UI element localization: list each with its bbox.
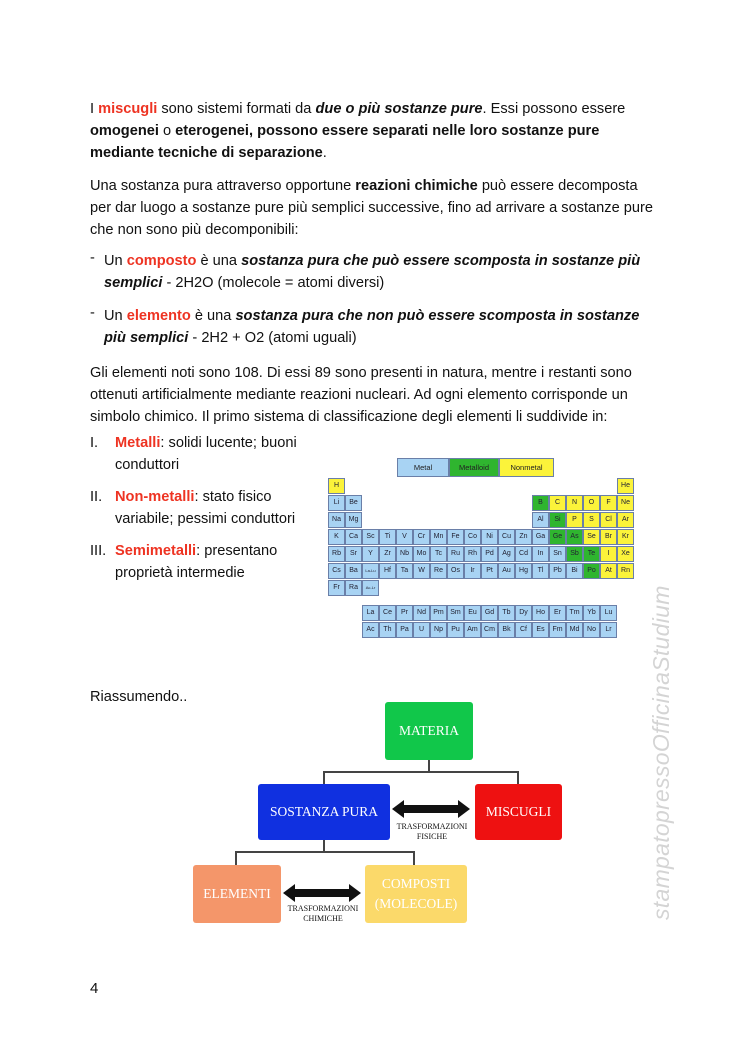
element-cell: B [532,495,549,511]
text: : stato fisico variabile; pessimi conduttori [115,489,296,527]
list-number: III. [90,543,107,559]
element-cell: Np [430,622,447,638]
connector-line [235,851,237,865]
element-cell: Hf [379,563,396,579]
list-body [115,432,325,476]
summary-label: Riassumendo.. [90,689,188,705]
term-miscugli: miscugli [98,101,158,117]
list-body [115,486,325,530]
node-composti: COMPOSTI (MOLECOLE) [365,865,467,923]
element-cell: S [583,512,600,528]
element-cell: Sc [362,529,379,545]
text: : presentano proprietà intermedie [115,543,278,581]
text: sono sistemi formati da [157,101,316,117]
connector-line [517,771,519,784]
element-cell: At [600,563,617,579]
element-cell: Mo [413,546,430,562]
element-cell: Rb [328,546,345,562]
element-cell: N [566,495,583,511]
arrow-label-chimiche: TRASFORMAZIONI CHIMICHE [287,904,359,923]
element-cell: Ir [464,563,481,579]
element-cell: Sr [345,546,362,562]
element-cell: Bi [566,563,583,579]
element-cell: Ce [379,605,396,621]
element-cell: Be [345,495,362,511]
element-cell: Lu [600,605,617,621]
element-cell: Po [583,563,600,579]
element-cell: Nb [396,546,413,562]
element-cell: Hg [515,563,532,579]
element-cell: W [413,563,430,579]
text: - 2H2O (molecole = atomi diversi) [162,275,385,291]
element-cell: Cu [498,529,515,545]
element-cell: Gd [481,605,498,621]
page-number: 4 [90,980,99,997]
element-cell: C [549,495,566,511]
element-cell: Co [464,529,481,545]
element-cell: O [583,495,600,511]
element-cell: Pa [396,622,413,638]
paragraph-elementi-noti: Gli elementi noti sono 108. Di essi 89 sono presenti in natura, mentre i restanti sono ottenuti artificialmente mediante reazioni nucleari. Ad ogni elemento corrisponde un simbolo chimico. Il primo sistema di classificazione degli elementi li suddivide in: [90,365,632,425]
element-cell: Sn [549,546,566,562]
element-cell: Rn [617,563,634,579]
element-cell: Sm [447,605,464,621]
element-cell: Fe [447,529,464,545]
term-reazioni-chimiche: reazioni chimiche [355,178,478,194]
element-cell: Th [379,622,396,638]
legend-metalloid [449,458,499,477]
term-non-metalli: Non-metalli [115,489,195,505]
text: Un [104,253,127,269]
connector-line [323,771,325,784]
emphasis: sostanza pura che non può essere scomposta in sostanze più semplici [104,308,640,346]
watermark: stampatopressoOfficinaStudium [648,585,674,920]
list-number: I. [90,435,99,451]
element-cell: Ta [396,563,413,579]
element-cell: Li [328,495,345,511]
element-cell: Kr [617,529,634,545]
element-cell: Xe [617,546,634,562]
element-cell: Mg [345,512,362,528]
term-elemento: elemento [126,308,191,324]
element-cell: Ra [345,580,362,596]
term-composto: composto [126,253,197,269]
element-cell: Tc [430,546,447,562]
element-cell: U [413,622,430,638]
element-cell: I [600,546,617,562]
connector-line [235,851,415,853]
element-cell: Au [498,563,515,579]
text: Un [104,308,127,324]
bullet-text [104,250,664,294]
list-body [115,540,325,584]
element-cell: Tm [566,605,583,621]
legend-nonmetal [499,458,554,477]
element-cell: Ho [532,605,549,621]
bullet-text [104,305,664,349]
element-cell: Si [549,512,566,528]
element-cell: Ar [617,512,634,528]
element-cell: Cd [515,546,532,562]
element-cell: Ti [379,529,396,545]
emphasis: due o più sostanze pure [315,101,483,117]
element-cell: Ga [532,529,549,545]
element-cell: Pu [447,622,464,638]
element-cell: Fm [549,622,566,638]
element-cell: Pb [549,563,566,579]
element-cell: Ac [362,622,379,638]
element-cell: Cm [481,622,498,638]
text: Una sostanza pura attraverso opportune [90,178,356,194]
term-eterogenei: eterogenei, possono essere separati nelle loro sostanze pure mediante tecniche di separazione [90,123,600,161]
text: può essere decomposta per dar luogo a sostanze pure più semplici successive, fino ad arrivare a sostanze pure che non sono più decomponibili: [90,178,653,238]
element-cell: Os [447,563,464,579]
arrow-label-fisiche: TRASFORMAZIONI FISICHE [396,822,468,841]
element-cell: Ge [549,529,566,545]
element-cell: Ba [345,563,362,579]
element-cell: Zn [515,529,532,545]
text: - 2H2 + O2 (atomi uguali) [188,330,357,346]
element-cell: Bk [498,622,515,638]
paragraph-sostanza-pura [90,175,662,241]
legend-label: Nonmetal [510,463,543,472]
element-cell: Cs [328,563,345,579]
element-cell: Tl [532,563,549,579]
text: . Essi possono essere [482,101,626,117]
element-cell: Am [464,622,481,638]
element-cell: K [328,529,345,545]
intro-paragraph-miscugli [90,98,662,164]
text: : solidi lucente; buoni conduttori [115,435,297,473]
element-cell: Ne [617,495,634,511]
element-cell: Lr [600,622,617,638]
element-cell: Sb [566,546,583,562]
element-cell: Yb [583,605,600,621]
element-cell: As [566,529,583,545]
element-cell: No [583,622,600,638]
element-cell: Tb [498,605,515,621]
element-cell: Mn [430,529,447,545]
text: I [90,101,99,117]
node-elementi: ELEMENTI [193,865,281,923]
text: è una [190,308,236,324]
legend-metal [397,458,449,477]
bullet-dash: - [90,250,95,266]
element-cell: In [532,546,549,562]
text: . [322,145,327,161]
element-cell: Al [532,512,549,528]
element-cell: La-Lu [362,563,379,579]
element-cell: Rh [464,546,481,562]
element-cell: H [328,478,345,494]
element-cell: Er [549,605,566,621]
element-cell: Cr [413,529,430,545]
element-cell: P [566,512,583,528]
element-cell: Pt [481,563,498,579]
term-metalli: Metalli [115,435,161,451]
element-cell: Nd [413,605,430,621]
connector-line [323,771,519,773]
element-cell: Es [532,622,549,638]
connector-line [413,851,415,865]
term-semimetalli: Semimetalli [115,543,197,559]
element-cell: F [600,495,617,511]
term-omogenei: omogenei [90,123,159,139]
element-cell: Dy [515,605,532,621]
legend-label: Metal [413,463,433,472]
emphasis: sostanza pura che può essere scomposta in sostanze più semplici [104,253,641,291]
element-cell: La [362,605,379,621]
element-cell: Cf [515,622,532,638]
element-cell: Zr [379,546,396,562]
element-cell: Cl [600,512,617,528]
element-cell: V [396,529,413,545]
element-cell: Ca [345,529,362,545]
text: è una [196,253,242,269]
text: o [158,123,176,139]
bullet-dash: - [90,305,95,321]
element-cell: Pm [430,605,447,621]
element-cell: Ni [481,529,498,545]
element-cell: Pd [481,546,498,562]
element-cell: Ru [447,546,464,562]
legend-label: Metalloid [458,463,489,472]
element-cell: Md [566,622,583,638]
element-cell: Se [583,529,600,545]
double-arrow-icon [283,884,363,902]
element-cell: Ac-Lr [362,580,379,596]
element-cell: Y [362,546,379,562]
node-materia: MATERIA [385,702,473,760]
node-sostanza-pura: SOSTANZA PURA [258,784,390,840]
double-arrow-icon [392,800,472,818]
element-cell: Fr [328,580,345,596]
node-miscugli: MISCUGLI [475,784,562,840]
element-cell: Na [328,512,345,528]
element-cell: Br [600,529,617,545]
element-cell: Re [430,563,447,579]
list-number: II. [90,489,103,505]
element-cell: Te [583,546,600,562]
element-cell: Ag [498,546,515,562]
element-cell: Eu [464,605,481,621]
element-cell: Pr [396,605,413,621]
element-cell: He [617,478,634,494]
